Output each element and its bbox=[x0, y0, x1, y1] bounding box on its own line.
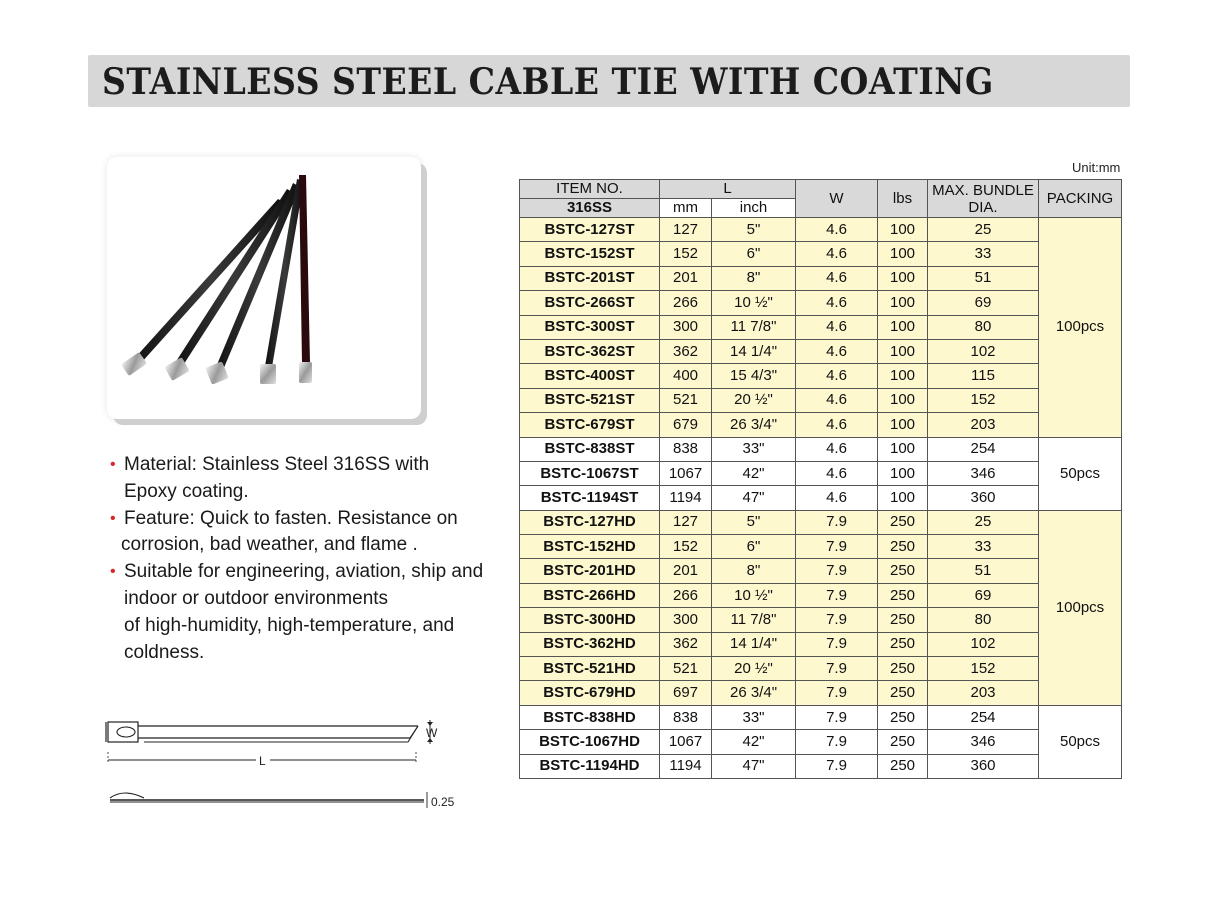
feature-bullet: • Material: Stainless Steel 316SS with bbox=[110, 452, 520, 479]
bundle-dia-cell: 80 bbox=[928, 608, 1039, 632]
tensile-lbs-cell: 100 bbox=[878, 339, 928, 363]
item-no-cell: BSTC-1194HD bbox=[520, 754, 660, 778]
item-no-cell: BSTC-521HD bbox=[520, 657, 660, 681]
item-no-cell: BSTC-400ST bbox=[520, 364, 660, 388]
length-inch-cell: 6" bbox=[712, 535, 796, 559]
length-mm-cell: 362 bbox=[660, 339, 712, 363]
item-no-cell: BSTC-362HD bbox=[520, 632, 660, 656]
length-inch-cell: 8" bbox=[712, 266, 796, 290]
width-cell: 7.9 bbox=[796, 632, 878, 656]
item-no-cell: BSTC-838HD bbox=[520, 705, 660, 729]
packing-cell: 50pcs bbox=[1039, 705, 1122, 778]
bundle-dia-cell: 69 bbox=[928, 291, 1039, 315]
bundle-dia-cell: 152 bbox=[928, 388, 1039, 412]
length-inch-cell: 6" bbox=[712, 242, 796, 266]
length-mm-cell: 127 bbox=[660, 510, 712, 534]
title-bar bbox=[88, 55, 1130, 107]
length-inch-cell: 47" bbox=[712, 754, 796, 778]
length-inch-cell: 15 4/3" bbox=[712, 364, 796, 388]
length-inch-cell: 33" bbox=[712, 705, 796, 729]
width-cell: 7.9 bbox=[796, 510, 878, 534]
length-inch-cell: 14 1/4" bbox=[712, 632, 796, 656]
length-inch-cell: 10 ½" bbox=[712, 291, 796, 315]
width-cell: 7.9 bbox=[796, 608, 878, 632]
feature-bullet-continuation: indoor or outdoor environments bbox=[124, 587, 389, 609]
width-cell: 4.6 bbox=[796, 291, 878, 315]
tensile-lbs-cell: 100 bbox=[878, 242, 928, 266]
item-no-cell: BSTC-152HD bbox=[520, 535, 660, 559]
thickness-label: 0.25 bbox=[431, 795, 455, 809]
item-no-cell: BSTC-300HD bbox=[520, 608, 660, 632]
bundle-dia-cell: 102 bbox=[928, 339, 1039, 363]
item-no-cell: BSTC-266ST bbox=[520, 291, 660, 315]
width-cell: 4.6 bbox=[796, 266, 878, 290]
bundle-dia-cell: 33 bbox=[928, 242, 1039, 266]
tensile-lbs-cell: 100 bbox=[878, 364, 928, 388]
item-no-cell: BSTC-127HD bbox=[520, 510, 660, 534]
length-mm-cell: 152 bbox=[660, 242, 712, 266]
table-row bbox=[520, 583, 1122, 607]
width-cell: 4.6 bbox=[796, 339, 878, 363]
length-inch-cell: 42" bbox=[712, 461, 796, 485]
table-row bbox=[520, 388, 1122, 412]
table-row bbox=[520, 218, 1122, 242]
bundle-dia-cell: 203 bbox=[928, 681, 1039, 705]
tensile-lbs-cell: 250 bbox=[878, 510, 928, 534]
item-no-cell: BSTC-201ST bbox=[520, 266, 660, 290]
length-mm-cell: 266 bbox=[660, 291, 712, 315]
packing-cell: 50pcs bbox=[1039, 437, 1122, 510]
width-cell: 4.6 bbox=[796, 413, 878, 437]
unit-label: Unit:mm bbox=[1072, 160, 1121, 175]
width-cell: 4.6 bbox=[796, 461, 878, 485]
table-row bbox=[520, 681, 1122, 705]
table-row bbox=[520, 266, 1122, 290]
header-l: L bbox=[660, 180, 796, 199]
page-title: STAINLESS STEEL CABLE TIE WITH COATING bbox=[102, 61, 994, 103]
tensile-lbs-cell: 100 bbox=[878, 413, 928, 437]
bundle-dia-cell: 25 bbox=[928, 510, 1039, 534]
table-row bbox=[520, 339, 1122, 363]
table-row bbox=[520, 730, 1122, 754]
length-mm-cell: 152 bbox=[660, 535, 712, 559]
table-row bbox=[520, 632, 1122, 656]
bundle-dia-cell: 254 bbox=[928, 437, 1039, 461]
length-mm-cell: 697 bbox=[660, 681, 712, 705]
tensile-lbs-cell: 250 bbox=[878, 559, 928, 583]
length-inch-cell: 42" bbox=[712, 730, 796, 754]
bundle-dia-cell: 360 bbox=[928, 754, 1039, 778]
width-cell: 7.9 bbox=[796, 583, 878, 607]
tie-head-shape bbox=[108, 722, 138, 742]
tensile-lbs-cell: 250 bbox=[878, 535, 928, 559]
width-cell: 4.6 bbox=[796, 486, 878, 510]
header-w: W bbox=[796, 180, 878, 218]
bundle-dia-cell: 102 bbox=[928, 632, 1039, 656]
item-no-cell: BSTC-362ST bbox=[520, 339, 660, 363]
width-cell: 7.9 bbox=[796, 535, 878, 559]
length-inch-cell: 47" bbox=[712, 486, 796, 510]
bundle-dia-cell: 33 bbox=[928, 535, 1039, 559]
length-inch-cell: 11 7/8" bbox=[712, 315, 796, 339]
table-row bbox=[520, 486, 1122, 510]
width-cell: 7.9 bbox=[796, 559, 878, 583]
width-cell: 7.9 bbox=[796, 754, 878, 778]
tensile-lbs-cell: 250 bbox=[878, 608, 928, 632]
tensile-lbs-cell: 250 bbox=[878, 681, 928, 705]
width-cell: 4.6 bbox=[796, 315, 878, 339]
width-cell: 7.9 bbox=[796, 681, 878, 705]
table-row bbox=[520, 559, 1122, 583]
table-row bbox=[520, 608, 1122, 632]
feature-list bbox=[110, 452, 520, 666]
bundle-dia-cell: 69 bbox=[928, 583, 1039, 607]
feature-bullet-continuation: coldness. bbox=[124, 641, 205, 663]
feature-bullet-continuation: of high-humidity, high-temperature, and bbox=[124, 614, 455, 636]
item-no-cell: BSTC-521ST bbox=[520, 388, 660, 412]
length-inch-cell: 10 ½" bbox=[712, 583, 796, 607]
length-mm-cell: 300 bbox=[660, 315, 712, 339]
length-mm-cell: 679 bbox=[660, 413, 712, 437]
width-cell: 4.6 bbox=[796, 218, 878, 242]
tensile-lbs-cell: 100 bbox=[878, 315, 928, 339]
length-inch-cell: 8" bbox=[712, 559, 796, 583]
table-row bbox=[520, 510, 1122, 534]
table-row bbox=[520, 657, 1122, 681]
tensile-lbs-cell: 100 bbox=[878, 486, 928, 510]
width-cell: 4.6 bbox=[796, 437, 878, 461]
length-inch-cell: 14 1/4" bbox=[712, 339, 796, 363]
length-inch-cell: 20 ½" bbox=[712, 388, 796, 412]
length-inch-cell: 11 7/8" bbox=[712, 608, 796, 632]
tensile-lbs-cell: 100 bbox=[878, 461, 928, 485]
length-inch-cell: 5" bbox=[712, 510, 796, 534]
bundle-dia-cell: 346 bbox=[928, 461, 1039, 485]
spec-table bbox=[519, 179, 1122, 779]
tensile-lbs-cell: 100 bbox=[878, 266, 928, 290]
bundle-dia-cell: 80 bbox=[928, 315, 1039, 339]
header-mm: mm bbox=[660, 199, 712, 218]
cable-ties-photo-icon bbox=[107, 157, 421, 419]
header-lbs: lbs bbox=[878, 180, 928, 218]
feature-bullet-continuation: Epoxy coating. bbox=[124, 480, 249, 502]
header-item-no: ITEM NO. bbox=[520, 180, 660, 199]
item-no-cell: BSTC-152ST bbox=[520, 242, 660, 266]
length-mm-cell: 201 bbox=[660, 559, 712, 583]
spec-table-body bbox=[520, 218, 1122, 779]
packing-cell: 100pcs bbox=[1039, 218, 1122, 438]
bundle-dia-cell: 254 bbox=[928, 705, 1039, 729]
table-row bbox=[520, 754, 1122, 778]
length-mm-cell: 1194 bbox=[660, 486, 712, 510]
length-mm-cell: 201 bbox=[660, 266, 712, 290]
tensile-lbs-cell: 100 bbox=[878, 437, 928, 461]
item-no-cell: BSTC-201HD bbox=[520, 559, 660, 583]
length-mm-cell: 521 bbox=[660, 388, 712, 412]
width-label: W bbox=[426, 726, 438, 740]
length-mm-cell: 127 bbox=[660, 218, 712, 242]
length-mm-cell: 362 bbox=[660, 632, 712, 656]
tensile-lbs-cell: 100 bbox=[878, 388, 928, 412]
header-inch: inch bbox=[712, 199, 796, 218]
table-row bbox=[520, 535, 1122, 559]
tensile-lbs-cell: 250 bbox=[878, 632, 928, 656]
item-no-cell: BSTC-679HD bbox=[520, 681, 660, 705]
item-no-cell: BSTC-679ST bbox=[520, 413, 660, 437]
length-mm-cell: 838 bbox=[660, 705, 712, 729]
length-mm-cell: 1194 bbox=[660, 754, 712, 778]
table-row bbox=[520, 291, 1122, 315]
length-mm-cell: 1067 bbox=[660, 730, 712, 754]
tensile-lbs-cell: 100 bbox=[878, 218, 928, 242]
length-mm-cell: 1067 bbox=[660, 461, 712, 485]
width-cell: 7.9 bbox=[796, 657, 878, 681]
tensile-lbs-cell: 250 bbox=[878, 754, 928, 778]
header-material: 316SS bbox=[520, 199, 660, 218]
length-mm-cell: 400 bbox=[660, 364, 712, 388]
feature-bullet: • Suitable for engineering, aviation, ship and bbox=[110, 559, 520, 586]
length-mm-cell: 300 bbox=[660, 608, 712, 632]
item-no-cell: BSTC-1067HD bbox=[520, 730, 660, 754]
length-inch-cell: 5" bbox=[712, 218, 796, 242]
width-cell: 4.6 bbox=[796, 364, 878, 388]
bundle-dia-cell: 203 bbox=[928, 413, 1039, 437]
length-label: L bbox=[259, 754, 266, 768]
packing-cell: 100pcs bbox=[1039, 510, 1122, 705]
table-row bbox=[520, 437, 1122, 461]
bundle-dia-cell: 346 bbox=[928, 730, 1039, 754]
tensile-lbs-cell: 250 bbox=[878, 657, 928, 681]
width-cell: 4.6 bbox=[796, 388, 878, 412]
bundle-dia-cell: 51 bbox=[928, 559, 1039, 583]
item-no-cell: BSTC-838ST bbox=[520, 437, 660, 461]
feature-bullet: • Feature: Quick to fasten. Resistance on bbox=[110, 506, 520, 533]
length-mm-cell: 266 bbox=[660, 583, 712, 607]
tensile-lbs-cell: 100 bbox=[878, 291, 928, 315]
tensile-lbs-cell: 250 bbox=[878, 583, 928, 607]
length-inch-cell: 26 3/4" bbox=[712, 681, 796, 705]
table-row bbox=[520, 364, 1122, 388]
header-packing: PACKING bbox=[1039, 180, 1122, 218]
table-row bbox=[520, 315, 1122, 339]
item-no-cell: BSTC-1067ST bbox=[520, 461, 660, 485]
bundle-dia-cell: 25 bbox=[928, 218, 1039, 242]
header-bundle-dia: MAX. BUNDLE DIA. bbox=[928, 180, 1039, 218]
feature-bullet-continuation: corrosion, bad weather, and flame . bbox=[121, 534, 418, 556]
length-inch-cell: 26 3/4" bbox=[712, 413, 796, 437]
width-cell: 4.6 bbox=[796, 242, 878, 266]
table-row bbox=[520, 413, 1122, 437]
item-no-cell: BSTC-127ST bbox=[520, 218, 660, 242]
bundle-dia-cell: 115 bbox=[928, 364, 1039, 388]
table-row bbox=[520, 242, 1122, 266]
item-no-cell: BSTC-300ST bbox=[520, 315, 660, 339]
table-row bbox=[520, 461, 1122, 485]
width-cell: 7.9 bbox=[796, 705, 878, 729]
tensile-lbs-cell: 250 bbox=[878, 705, 928, 729]
length-inch-cell: 20 ½" bbox=[712, 657, 796, 681]
item-no-cell: BSTC-1194ST bbox=[520, 486, 660, 510]
dimension-diagram bbox=[104, 712, 474, 822]
length-inch-cell: 33" bbox=[712, 437, 796, 461]
bundle-dia-cell: 51 bbox=[928, 266, 1039, 290]
tensile-lbs-cell: 250 bbox=[878, 730, 928, 754]
length-mm-cell: 521 bbox=[660, 657, 712, 681]
product-photo bbox=[107, 157, 421, 419]
bundle-dia-cell: 360 bbox=[928, 486, 1039, 510]
item-no-cell: BSTC-266HD bbox=[520, 583, 660, 607]
bundle-dia-cell: 152 bbox=[928, 657, 1039, 681]
width-cell: 7.9 bbox=[796, 730, 878, 754]
length-mm-cell: 838 bbox=[660, 437, 712, 461]
table-row bbox=[520, 705, 1122, 729]
